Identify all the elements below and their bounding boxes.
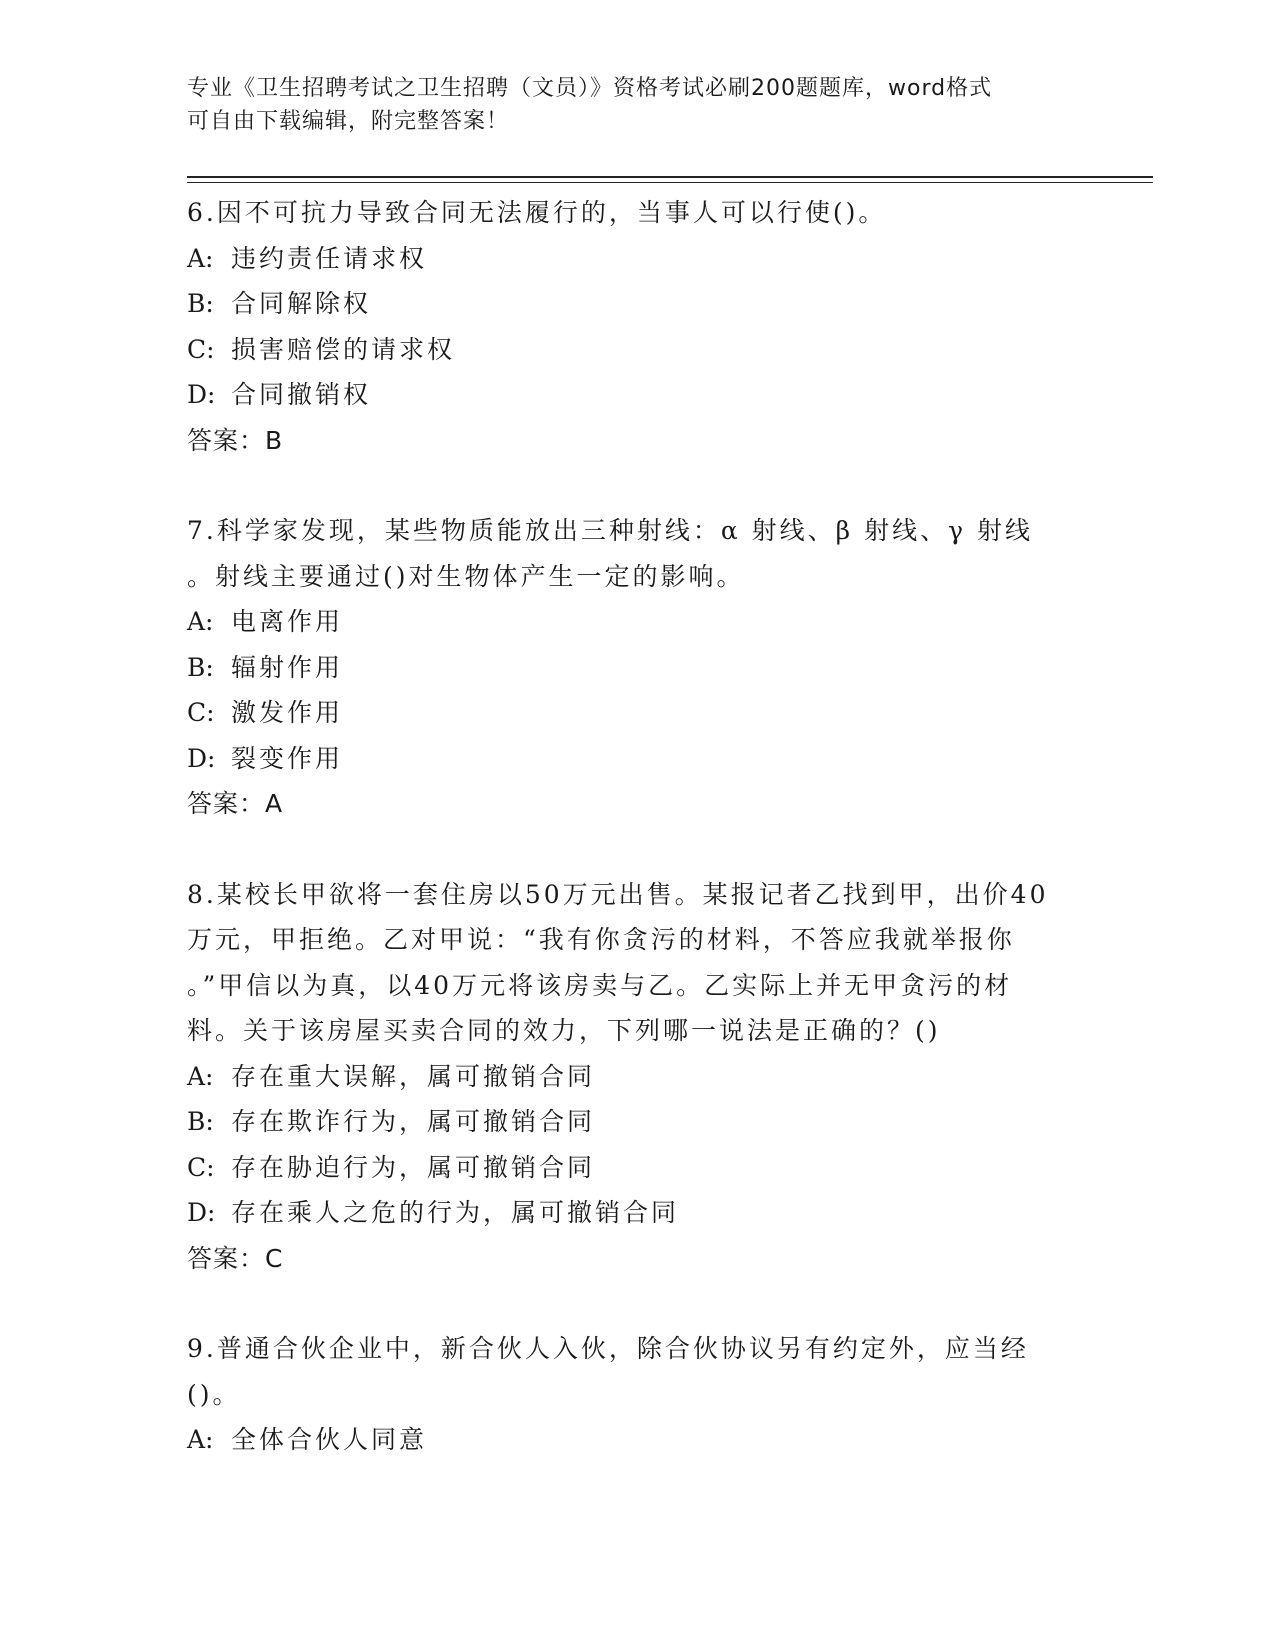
option-c xyxy=(187,690,1087,736)
question-spacer xyxy=(187,1281,1087,1326)
answer-line: 答案：C xyxy=(187,1243,284,1273)
question-stem-line-1: 9.普通合伙企业中，新合伙人入伙，除合伙协议另有约定外，应当经 xyxy=(187,1334,1029,1363)
question-7 xyxy=(187,508,1087,827)
option-key: A: xyxy=(187,607,214,636)
header-rule-thick xyxy=(187,176,1153,178)
option-key: C: xyxy=(187,1152,215,1182)
document-header xyxy=(187,72,1087,138)
question-8 xyxy=(187,872,1087,1282)
option-key: A: xyxy=(187,1425,214,1454)
option-text: 合同撤销权 xyxy=(231,380,372,409)
option-key: D: xyxy=(187,743,216,773)
option-text: 存在胁迫行为，属可撤销合同 xyxy=(231,1152,596,1182)
option-c xyxy=(187,1145,1087,1191)
question-spacer xyxy=(187,463,1087,508)
answer-line: 答案：A xyxy=(187,789,284,818)
option-key: B: xyxy=(187,1107,214,1136)
option-a xyxy=(187,236,1087,282)
option-text: 违约责任请求权 xyxy=(231,243,428,273)
question-9 xyxy=(187,1326,1087,1463)
question-6 xyxy=(187,190,1087,463)
option-key: B: xyxy=(187,652,214,682)
option-a xyxy=(187,1417,1087,1463)
question-stem-line-3: 。”甲信以为真，以40万元将该房卖与乙。乙实际上并无甲贪污的材 xyxy=(187,970,1013,1000)
option-text: 裂变作用 xyxy=(231,743,344,773)
answer-line: 答案：B xyxy=(187,425,284,455)
option-key: B: xyxy=(187,289,214,318)
option-text: 损害赔偿的请求权 xyxy=(231,334,456,364)
header-line-2: 可自由下载编辑，附完整答案！ xyxy=(187,109,510,134)
option-d xyxy=(187,1190,1087,1236)
question-stem-line-2: 万元，甲拒绝。乙对甲说：“我有你贪污的材料，不答应我就举报你 xyxy=(187,925,1015,954)
header-rule-thin xyxy=(187,182,1153,183)
option-key: D: xyxy=(187,1198,216,1227)
option-d xyxy=(187,736,1087,782)
option-text: 存在重大误解，属可撤销合同 xyxy=(231,1061,596,1091)
option-key: A: xyxy=(187,243,214,273)
question-stem-line-4: 料。关于该房屋买卖合同的效力，下列哪一说法是正确的？() xyxy=(187,1016,941,1045)
question-spacer xyxy=(187,827,1087,872)
option-text: 合同解除权 xyxy=(231,289,372,318)
option-b xyxy=(187,1099,1087,1145)
option-key: D: xyxy=(187,380,216,409)
option-d xyxy=(187,372,1087,418)
header-line-1: 专业《卫生招聘考试之卫生招聘（文员）》资格考试必刷200题题库，word格式 xyxy=(187,76,993,101)
option-text: 存在欺诈行为，属可撤销合同 xyxy=(231,1107,596,1136)
question-stem-line-2: ()。 xyxy=(187,1379,241,1409)
option-b xyxy=(187,281,1087,327)
question-stem-line-2: 。射线主要通过()对生物体产生一定的影响。 xyxy=(187,561,745,591)
option-text: 辐射作用 xyxy=(231,652,344,682)
option-text: 电离作用 xyxy=(231,607,344,636)
question-stem: 6.因不可抗力导致合同无法履行的，当事人可以行使()。 xyxy=(187,198,887,227)
option-key: C: xyxy=(187,334,215,364)
option-text: 存在乘人之危的行为，属可撤销合同 xyxy=(231,1198,680,1227)
option-a xyxy=(187,1054,1087,1100)
option-key: C: xyxy=(187,698,215,727)
question-stem-line-1: 7.科学家发现，某些物质能放出三种射线：α 射线、β 射线、γ 射线 xyxy=(187,516,1033,545)
option-a xyxy=(187,599,1087,645)
option-key: A: xyxy=(187,1061,214,1091)
question-stem-line-1: 8.某校长甲欲将一套住房以50万元出售。某报记者乙找到甲，出价40 xyxy=(187,879,1049,909)
question-list xyxy=(187,190,1087,1463)
option-text: 全体合伙人同意 xyxy=(231,1425,428,1454)
option-c xyxy=(187,327,1087,373)
option-b xyxy=(187,645,1087,691)
option-text: 激发作用 xyxy=(231,698,344,727)
